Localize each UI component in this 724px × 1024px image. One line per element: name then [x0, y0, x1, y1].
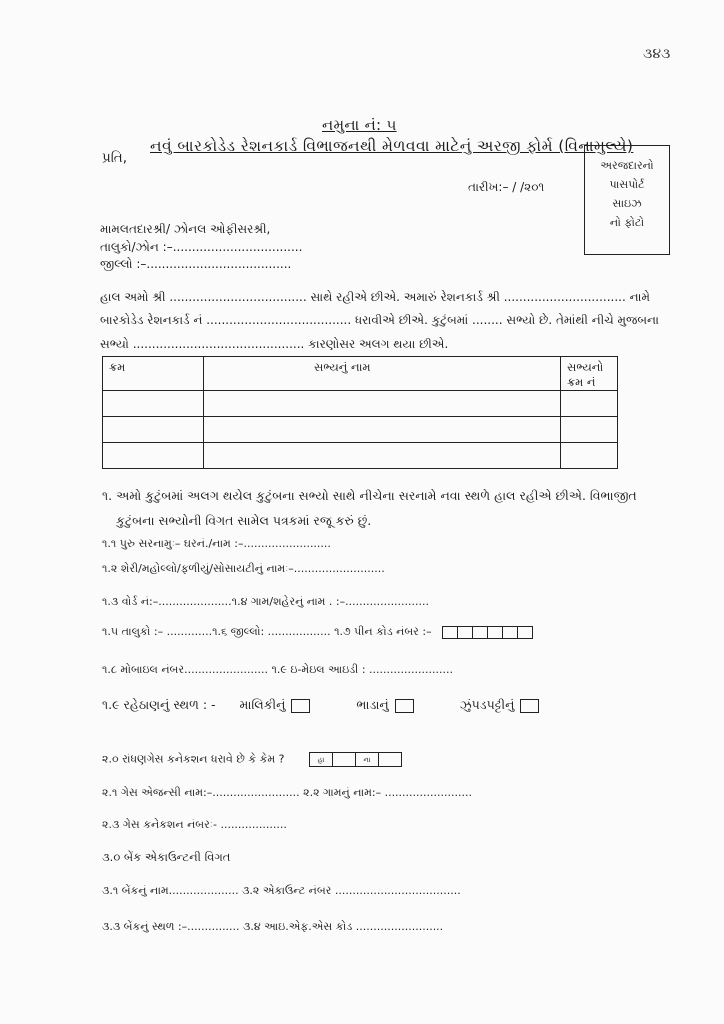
table-cell[interactable]	[103, 443, 204, 469]
table-cell[interactable]	[103, 417, 204, 443]
photo-placeholder-box	[584, 145, 670, 255]
gas-connection-question: ૨.૦ રાંધણગેસ કનેકશન ધરાવે છે કે કેમ ?	[102, 752, 285, 766]
addressee-line: મામલતદારશ્રી/ ઝોનલ ઓફીસરશ્રી,	[100, 222, 271, 236]
yes-box[interactable]: હા	[309, 752, 333, 767]
members-table	[102, 356, 618, 469]
option-slum-label: ઝુંપડપટ્ટીનું	[459, 697, 515, 712]
pin-digit-box[interactable]	[487, 626, 503, 639]
addressee-taluka: તાલુકો/ઝોન :–..................................	[100, 240, 303, 254]
table-row	[103, 391, 618, 417]
field-street-society[interactable]: ૧.૨ શેરી/મહોલ્લો/ફળીયું/સોસાયટીનું નામઃ–..........................	[102, 562, 385, 575]
residence-type-label: ૧.૯ રહેઠાણનું સ્થળ : -	[102, 697, 216, 712]
form-title: નવું બારકોડેડ રેશનકાર્ડ વિભાજનથી મેળવવા માટેનું અરજી ફોર્મ (વિનામુલ્યે)	[150, 137, 634, 155]
field-taluka-district-pin	[102, 625, 533, 639]
table-row	[103, 443, 618, 469]
table-header-row	[103, 357, 618, 391]
table-cell[interactable]	[103, 391, 204, 417]
option-owned-label: માલિકીનું	[239, 697, 286, 712]
col-serial-header: ક્રમ	[103, 357, 204, 391]
table-cell[interactable]	[561, 443, 618, 469]
field-gas-connection	[102, 752, 402, 767]
table-cell[interactable]	[561, 417, 618, 443]
field-ward-village[interactable]: ૧.૩ વોર્ડ નં:–.....................૧.૪ ગામ/શહેરનું નામ . :–........................	[102, 595, 430, 608]
field-gas-agency[interactable]: ૨.૧ ગેસ એજન્સી નામ:–......................... ૨.૨ ગામનું નામ:– .........................	[102, 786, 472, 799]
form-number: નમુના નં: ૫	[322, 116, 397, 134]
pin-digit-box[interactable]	[472, 626, 488, 639]
table-cell[interactable]	[204, 443, 561, 469]
no-extra-box[interactable]	[378, 752, 402, 767]
photo-box-line: સાઇઝ	[612, 197, 642, 210]
pin-code-boxes[interactable]	[443, 626, 533, 639]
slum-checkbox[interactable]	[520, 699, 539, 713]
field-mobile-email[interactable]: ૧.૮ મોબાઇલ નંબર........................ ૧.૯ ઇ-મેઇલ આઇડી : ........................	[102, 663, 453, 676]
date-line: તારીખ:– / /૨૦૧	[468, 180, 545, 194]
pin-digit-box[interactable]	[517, 626, 533, 639]
pin-digit-box[interactable]	[442, 626, 458, 639]
field-bank-account[interactable]: ૩.૧ બેંકનું નામ.................... ૩.૨ એકાઉન્ટ નંબર ....................................	[102, 884, 461, 897]
intro-line-3: સભ્યો ............................................. કારણોસર અલગ થયા છીએ.	[100, 337, 449, 351]
addressee-prefix: પ્રતિ,	[102, 150, 128, 166]
pin-digit-box[interactable]	[502, 626, 518, 639]
rented-checkbox[interactable]	[395, 699, 414, 713]
photo-box-line: અરજદારનો	[600, 159, 654, 172]
section1-line-2: કુટુંબના સભ્યોની વિગત સામેલ પત્રકમાં રજૂ કરું છું.	[116, 513, 372, 528]
yes-extra-box[interactable]	[332, 752, 356, 767]
photo-box-line: પાસપોર્ટ	[609, 178, 645, 191]
table-cell[interactable]	[204, 391, 561, 417]
owned-checkbox[interactable]	[291, 699, 310, 713]
field-gas-connection-number[interactable]: ૨.૩ ગેસ કનેકશન નંબરઃ- ...................	[102, 818, 287, 831]
table-cell[interactable]	[561, 391, 618, 417]
page-number-mark: ૩૪૩	[643, 46, 671, 62]
col-name-header: સભ્યનું નામ	[204, 357, 561, 391]
intro-line-2: બારકોડેડ રેશનકાર્ડ નં ...................................... ધરાવીએ છીએ. કુટુંબમાં ........ સભ્યો છે. તેમાંથી નીચે મુજબના	[100, 313, 659, 327]
section3-heading: ૩.૦ બેંક એકાઉન્ટની વિગત	[102, 850, 231, 864]
yes-no-boxes	[310, 752, 402, 767]
table-cell[interactable]	[204, 417, 561, 443]
field-full-address[interactable]: ૧.૧ પુરુ સરનામુઃ– ઘરનં./નામ :–.........................	[102, 537, 331, 550]
option-rented-label: ભાડાનું	[356, 697, 389, 712]
pin-digit-box[interactable]	[457, 626, 473, 639]
no-box[interactable]: ના	[355, 752, 379, 767]
table-row	[103, 417, 618, 443]
col-member-no-header: સભ્યનો ક્રમ નં	[561, 357, 618, 391]
field-bank-ifsc[interactable]: ૩.૩ બેંકનું સ્થળ :–............... ૩.૪ આઇ.એફ.એસ કોડ .........................	[102, 920, 444, 933]
taluka-district-pin-label: ૧.૫ તાલુકો :– .............૧.૬ જીલ્લો: .................. ૧.૭ પીન કોડ નંબર :–	[102, 625, 432, 638]
section1-line-1: ૧. અમો કુટુંબમાં અલગ થયેલ કુટુંબના સભ્યો સાથે નીચેના સરનામે નવા સ્થળે હાલ રહીએ છીએ. વિભાજીત	[102, 488, 637, 503]
field-residence-type	[102, 697, 539, 713]
addressee-district: જીલ્લો :–......................................	[100, 257, 292, 271]
intro-line-1: હાલ અમો શ્રી .................................... સાથે રહીએ છીએ. અમારું રેશનકાર્ડ શ્રી ................................ નામે	[100, 290, 650, 304]
photo-box-line: નો ફોટો	[609, 216, 645, 229]
